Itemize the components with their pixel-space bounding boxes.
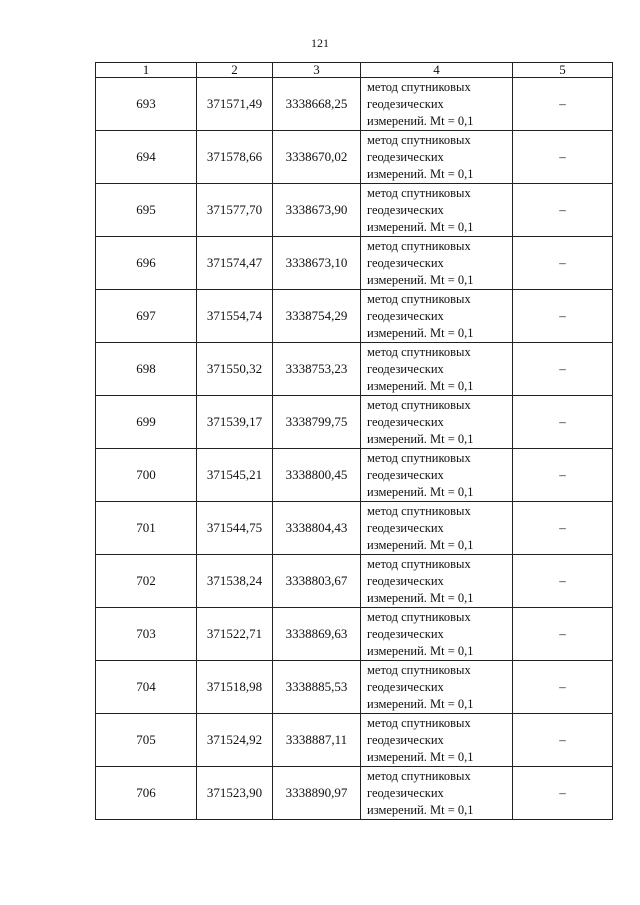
method-line: геодезических	[367, 414, 444, 429]
x-coordinate-cell: 371577,70	[197, 184, 273, 237]
note-cell: –	[513, 714, 613, 767]
method-line: метод спутниковых	[367, 291, 471, 306]
note-cell: –	[513, 396, 613, 449]
point-number-cell: 693	[96, 78, 197, 131]
point-number-cell: 699	[96, 396, 197, 449]
y-coordinate-cell: 3338799,75	[273, 396, 361, 449]
method-cell	[361, 608, 513, 661]
method-line: геодезических	[367, 732, 444, 747]
method-line: измерений. Mt = 0,1	[367, 802, 474, 817]
method-cell	[361, 184, 513, 237]
method-line: метод спутниковых	[367, 450, 471, 465]
method-line: геодезических	[367, 308, 444, 323]
method-line: геодезических	[367, 467, 444, 482]
x-coordinate-cell: 371518,98	[197, 661, 273, 714]
method-line: метод спутниковых	[367, 344, 471, 359]
page-number: 121	[311, 36, 329, 50]
method-line: метод спутниковых	[367, 556, 471, 571]
x-coordinate-cell: 371524,92	[197, 714, 273, 767]
point-number-cell: 706	[96, 767, 197, 820]
table-row	[96, 767, 613, 820]
point-number-cell: 701	[96, 502, 197, 555]
method-cell	[361, 449, 513, 502]
method-cell	[361, 502, 513, 555]
method-line: метод спутниковых	[367, 132, 471, 147]
y-coordinate-cell: 3338754,29	[273, 290, 361, 343]
note-cell: –	[513, 555, 613, 608]
y-coordinate-cell: 3338673,90	[273, 184, 361, 237]
method-cell	[361, 661, 513, 714]
point-number-cell: 696	[96, 237, 197, 290]
x-coordinate-cell: 371571,49	[197, 78, 273, 131]
method-cell	[361, 131, 513, 184]
y-coordinate-cell: 3338869,63	[273, 608, 361, 661]
y-coordinate-cell: 3338668,25	[273, 78, 361, 131]
method-line: измерений. Mt = 0,1	[367, 696, 474, 711]
point-number-cell: 700	[96, 449, 197, 502]
method-line: геодезических	[367, 149, 444, 164]
x-coordinate-cell: 371545,21	[197, 449, 273, 502]
table-row	[96, 343, 613, 396]
column-header-3: 3	[273, 63, 361, 78]
method-line: геодезических	[367, 255, 444, 270]
method-line: геодезических	[367, 520, 444, 535]
method-line: метод спутниковых	[367, 609, 471, 624]
method-line: измерений. Mt = 0,1	[367, 590, 474, 605]
table-row	[96, 449, 613, 502]
point-number-cell: 695	[96, 184, 197, 237]
coordinates-table	[95, 62, 613, 820]
x-coordinate-cell: 371538,24	[197, 555, 273, 608]
method-line: измерений. Mt = 0,1	[367, 749, 474, 764]
note-cell: –	[513, 290, 613, 343]
method-line: геодезических	[367, 679, 444, 694]
method-line: метод спутниковых	[367, 503, 471, 518]
method-line: измерений. Mt = 0,1	[367, 378, 474, 393]
table-row	[96, 608, 613, 661]
method-line: метод спутниковых	[367, 397, 471, 412]
y-coordinate-cell: 3338887,11	[273, 714, 361, 767]
column-header-4: 4	[361, 63, 513, 78]
point-number-cell: 703	[96, 608, 197, 661]
method-line: измерений. Mt = 0,1	[367, 219, 474, 234]
method-line: измерений. Mt = 0,1	[367, 643, 474, 658]
y-coordinate-cell: 3338803,67	[273, 555, 361, 608]
method-cell	[361, 237, 513, 290]
table-row	[96, 184, 613, 237]
note-cell: –	[513, 78, 613, 131]
x-coordinate-cell: 371578,66	[197, 131, 273, 184]
method-cell	[361, 555, 513, 608]
table-header-row	[96, 63, 613, 78]
table-row	[96, 131, 613, 184]
method-cell	[361, 767, 513, 820]
point-number-cell: 705	[96, 714, 197, 767]
table-row	[96, 555, 613, 608]
y-coordinate-cell: 3338753,23	[273, 343, 361, 396]
table-row	[96, 78, 613, 131]
x-coordinate-cell: 371574,47	[197, 237, 273, 290]
method-line: метод спутниковых	[367, 79, 471, 94]
y-coordinate-cell: 3338800,45	[273, 449, 361, 502]
note-cell: –	[513, 343, 613, 396]
y-coordinate-cell: 3338673,10	[273, 237, 361, 290]
y-coordinate-cell: 3338670,02	[273, 131, 361, 184]
table-row	[96, 661, 613, 714]
point-number-cell: 694	[96, 131, 197, 184]
method-line: геодезических	[367, 626, 444, 641]
y-coordinate-cell: 3338890,97	[273, 767, 361, 820]
y-coordinate-cell: 3338804,43	[273, 502, 361, 555]
x-coordinate-cell: 371539,17	[197, 396, 273, 449]
method-line: геодезических	[367, 785, 444, 800]
note-cell: –	[513, 767, 613, 820]
table-row	[96, 237, 613, 290]
method-line: измерений. Mt = 0,1	[367, 272, 474, 287]
method-cell	[361, 343, 513, 396]
note-cell: –	[513, 502, 613, 555]
x-coordinate-cell: 371523,90	[197, 767, 273, 820]
point-number-cell: 697	[96, 290, 197, 343]
method-cell	[361, 78, 513, 131]
x-coordinate-cell: 371544,75	[197, 502, 273, 555]
method-line: метод спутниковых	[367, 238, 471, 253]
method-line: геодезических	[367, 361, 444, 376]
y-coordinate-cell: 3338885,53	[273, 661, 361, 714]
table-row	[96, 714, 613, 767]
note-cell: –	[513, 449, 613, 502]
note-cell: –	[513, 661, 613, 714]
table-row	[96, 502, 613, 555]
method-line: измерений. Mt = 0,1	[367, 431, 474, 446]
method-line: метод спутниковых	[367, 662, 471, 677]
method-line: метод спутниковых	[367, 768, 471, 783]
x-coordinate-cell: 371550,32	[197, 343, 273, 396]
table-row	[96, 396, 613, 449]
method-cell	[361, 714, 513, 767]
point-number-cell: 704	[96, 661, 197, 714]
column-header-5: 5	[513, 63, 613, 78]
x-coordinate-cell: 371554,74	[197, 290, 273, 343]
note-cell: –	[513, 237, 613, 290]
table-row	[96, 290, 613, 343]
method-line: геодезических	[367, 573, 444, 588]
method-line: измерений. Mt = 0,1	[367, 484, 474, 499]
method-line: геодезических	[367, 202, 444, 217]
point-number-cell: 702	[96, 555, 197, 608]
method-line: метод спутниковых	[367, 185, 471, 200]
method-line: метод спутниковых	[367, 715, 471, 730]
method-line: геодезических	[367, 96, 444, 111]
method-cell	[361, 290, 513, 343]
method-cell	[361, 396, 513, 449]
method-line: измерений. Mt = 0,1	[367, 113, 474, 128]
column-header-1: 1	[96, 63, 197, 78]
method-line: измерений. Mt = 0,1	[367, 325, 474, 340]
point-number-cell: 698	[96, 343, 197, 396]
method-line: измерений. Mt = 0,1	[367, 537, 474, 552]
note-cell: –	[513, 184, 613, 237]
note-cell: –	[513, 131, 613, 184]
table-body	[96, 78, 613, 820]
note-cell: –	[513, 608, 613, 661]
x-coordinate-cell: 371522,71	[197, 608, 273, 661]
method-line: измерений. Mt = 0,1	[367, 166, 474, 181]
column-header-2: 2	[197, 63, 273, 78]
